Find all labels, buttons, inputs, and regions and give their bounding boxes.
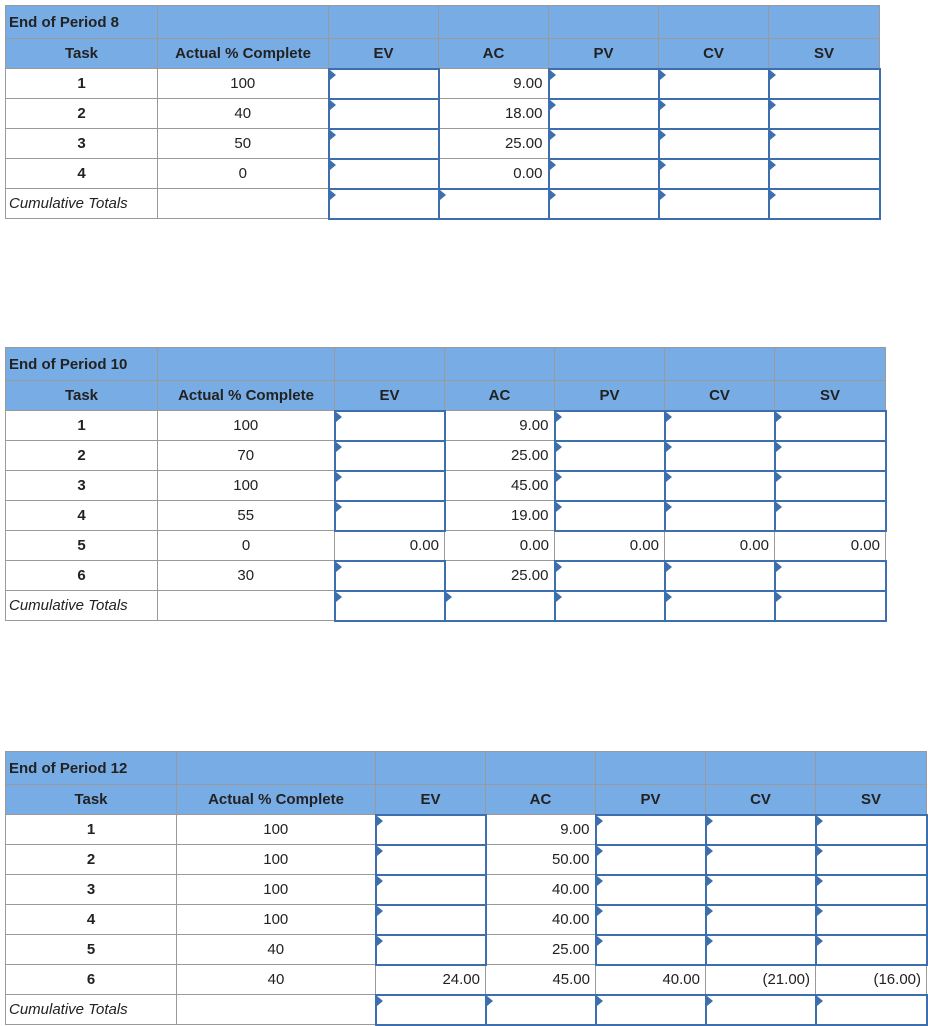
pv-input[interactable] <box>555 561 665 591</box>
input-marker-icon <box>446 592 452 602</box>
input-marker-icon <box>550 190 556 200</box>
input-marker-icon <box>377 816 383 826</box>
input-marker-icon <box>556 472 562 482</box>
totals-row <box>6 995 927 1025</box>
input-marker-icon <box>330 190 336 200</box>
sv-input[interactable] <box>816 905 927 935</box>
cumulative-totals-label: Cumulative Totals <box>6 995 177 1025</box>
ev-input[interactable] <box>376 875 486 905</box>
task-number: 4 <box>6 159 158 189</box>
input-marker-icon <box>817 816 823 826</box>
actual-pct-value: 100 <box>177 845 376 875</box>
actual-pct-value: 70 <box>158 441 335 471</box>
ev-input[interactable] <box>376 845 486 875</box>
cv-input[interactable] <box>665 501 775 531</box>
input-marker-icon <box>666 442 672 452</box>
input-marker-icon <box>770 100 776 110</box>
pv-input[interactable] <box>596 935 706 965</box>
input-marker-icon <box>597 936 603 946</box>
ev-input[interactable] <box>335 471 445 501</box>
actual-pct-value: 100 <box>158 69 329 99</box>
header-ac: AC <box>445 381 555 411</box>
pv-value: 0.00 <box>555 531 665 561</box>
header-pv: PV <box>555 381 665 411</box>
input-marker-icon <box>336 442 342 452</box>
input-marker-icon <box>707 936 713 946</box>
sv-input[interactable] <box>769 99 880 129</box>
sv-input[interactable] <box>816 875 927 905</box>
actual-pct-value: 100 <box>158 471 335 501</box>
table-title: End of Period 10 <box>6 348 158 381</box>
input-marker-icon <box>550 70 556 80</box>
input-marker-icon <box>597 906 603 916</box>
input-marker-icon <box>336 502 342 512</box>
task-number: 2 <box>6 99 158 129</box>
input-marker-icon <box>666 472 672 482</box>
input-marker-icon <box>707 906 713 916</box>
input-marker-icon <box>776 442 782 452</box>
actual-pct-value: 50 <box>158 129 329 159</box>
input-marker-icon <box>770 130 776 140</box>
period-8-table <box>5 5 881 220</box>
actual-pct-value: 40 <box>158 99 329 129</box>
pv-total-input[interactable] <box>596 995 706 1025</box>
input-marker-icon <box>776 562 782 572</box>
sv-input[interactable] <box>775 501 886 531</box>
ev-input[interactable] <box>376 905 486 935</box>
input-marker-icon <box>330 160 336 170</box>
sv-input[interactable] <box>775 441 886 471</box>
actual-pct-value: 30 <box>158 561 335 591</box>
input-marker-icon <box>597 816 603 826</box>
table-title: End of Period 8 <box>6 6 158 39</box>
actual-pct-value: 0 <box>158 159 329 189</box>
cv-input[interactable] <box>706 905 816 935</box>
table-row <box>6 965 927 995</box>
cv-input[interactable] <box>659 159 769 189</box>
ac-value: 9.00 <box>445 411 555 441</box>
ev-input[interactable] <box>376 935 486 965</box>
table-row <box>6 531 886 561</box>
header-row <box>6 381 886 411</box>
cumulative-totals-label: Cumulative Totals <box>6 189 158 219</box>
sv-input[interactable] <box>769 129 880 159</box>
input-marker-icon <box>776 592 782 602</box>
ev-input[interactable] <box>376 815 486 845</box>
title-row <box>6 6 880 39</box>
input-marker-icon <box>377 846 383 856</box>
input-marker-icon <box>817 936 823 946</box>
table-row <box>6 561 886 591</box>
totals-row <box>6 189 880 219</box>
input-marker-icon <box>330 100 336 110</box>
ac-value: 25.00 <box>439 129 549 159</box>
task-number: 5 <box>6 531 158 561</box>
header-ev: EV <box>376 785 486 815</box>
sv-input[interactable] <box>769 159 880 189</box>
pv-input[interactable] <box>549 159 659 189</box>
pv-input[interactable] <box>555 471 665 501</box>
input-marker-icon <box>707 816 713 826</box>
table-title: End of Period 12 <box>6 752 177 785</box>
input-marker-icon <box>330 70 336 80</box>
ac-value: 25.00 <box>445 561 555 591</box>
cv-input[interactable] <box>706 935 816 965</box>
pv-input[interactable] <box>549 69 659 99</box>
cv-total-input[interactable] <box>665 591 775 621</box>
pv-input[interactable] <box>596 905 706 935</box>
input-marker-icon <box>776 412 782 422</box>
cumulative-totals-label: Cumulative Totals <box>6 591 158 621</box>
header-cv: CV <box>659 39 769 69</box>
input-marker-icon <box>660 160 666 170</box>
cv-input[interactable] <box>706 875 816 905</box>
table-row <box>6 99 880 129</box>
task-number: 5 <box>6 935 177 965</box>
ev-input[interactable] <box>329 99 439 129</box>
table-row <box>6 875 927 905</box>
pv-total-input[interactable] <box>549 189 659 219</box>
cv-total-input[interactable] <box>706 995 816 1025</box>
actual-pct-value: 40 <box>177 965 376 995</box>
sv-total-input[interactable] <box>769 189 880 219</box>
input-marker-icon <box>377 906 383 916</box>
sv-total-input[interactable] <box>775 591 886 621</box>
ev-value: 0.00 <box>335 531 445 561</box>
pv-input[interactable] <box>555 411 665 441</box>
input-marker-icon <box>556 412 562 422</box>
input-marker-icon <box>817 906 823 916</box>
table-row <box>6 815 927 845</box>
header-task: Task <box>6 381 158 411</box>
pv-input[interactable] <box>596 815 706 845</box>
input-marker-icon <box>556 502 562 512</box>
input-marker-icon <box>556 442 562 452</box>
input-marker-icon <box>336 412 342 422</box>
ac-value: 50.00 <box>486 845 596 875</box>
sv-total-input[interactable] <box>816 995 927 1025</box>
table-row <box>6 159 880 189</box>
ev-total-input[interactable] <box>376 995 486 1025</box>
input-marker-icon <box>666 562 672 572</box>
header-actual-pct: Actual % Complete <box>177 785 376 815</box>
header-pv: PV <box>549 39 659 69</box>
sv-input[interactable] <box>775 471 886 501</box>
ev-input[interactable] <box>329 159 439 189</box>
task-number: 2 <box>6 441 158 471</box>
table-row <box>6 935 927 965</box>
ev-value: 24.00 <box>376 965 486 995</box>
header-row <box>6 39 880 69</box>
task-number: 4 <box>6 501 158 531</box>
actual-pct-value: 100 <box>177 905 376 935</box>
ev-input[interactable] <box>335 411 445 441</box>
input-marker-icon <box>770 160 776 170</box>
pv-input[interactable] <box>549 129 659 159</box>
header-actual-pct: Actual % Complete <box>158 39 329 69</box>
task-number: 6 <box>6 561 158 591</box>
sv-value: 0.00 <box>775 531 886 561</box>
sv-input[interactable] <box>775 411 886 441</box>
cv-input[interactable] <box>659 69 769 99</box>
ev-input[interactable] <box>335 561 445 591</box>
cv-input[interactable] <box>706 815 816 845</box>
input-marker-icon <box>660 100 666 110</box>
header-ac: AC <box>439 39 549 69</box>
table-row <box>6 411 886 441</box>
input-marker-icon <box>550 130 556 140</box>
actual-pct-value: 40 <box>177 935 376 965</box>
input-marker-icon <box>707 846 713 856</box>
input-marker-icon <box>550 160 556 170</box>
header-task: Task <box>6 39 158 69</box>
pv-input[interactable] <box>555 441 665 471</box>
task-number: 3 <box>6 129 158 159</box>
sv-input[interactable] <box>816 815 927 845</box>
title-row <box>6 348 886 381</box>
ev-input[interactable] <box>335 441 445 471</box>
task-number: 3 <box>6 471 158 501</box>
task-number: 2 <box>6 845 177 875</box>
ac-value: 25.00 <box>445 441 555 471</box>
input-marker-icon <box>377 996 383 1006</box>
ev-input[interactable] <box>329 69 439 99</box>
ev-input[interactable] <box>335 501 445 531</box>
ac-value: 45.00 <box>486 965 596 995</box>
period-10-table <box>5 347 887 622</box>
actual-pct-value: 100 <box>158 411 335 441</box>
input-marker-icon <box>660 70 666 80</box>
ac-total-input[interactable] <box>486 995 596 1025</box>
input-marker-icon <box>597 846 603 856</box>
header-row <box>6 785 927 815</box>
cv-input[interactable] <box>659 99 769 129</box>
ev-total-input[interactable] <box>335 591 445 621</box>
title-row <box>6 752 927 785</box>
cv-total-input[interactable] <box>659 189 769 219</box>
pv-total-input[interactable] <box>555 591 665 621</box>
header-task: Task <box>6 785 177 815</box>
task-number: 1 <box>6 815 177 845</box>
input-marker-icon <box>817 996 823 1006</box>
task-number: 4 <box>6 905 177 935</box>
cv-input[interactable] <box>665 411 775 441</box>
table-row <box>6 129 880 159</box>
input-marker-icon <box>707 996 713 1006</box>
input-marker-icon <box>660 130 666 140</box>
actual-pct-value: 0 <box>158 531 335 561</box>
ac-total-input[interactable] <box>445 591 555 621</box>
table-row <box>6 69 880 99</box>
input-marker-icon <box>330 130 336 140</box>
task-number: 6 <box>6 965 177 995</box>
pv-input[interactable] <box>596 875 706 905</box>
cv-input[interactable] <box>665 471 775 501</box>
ac-total-input[interactable] <box>439 189 549 219</box>
header-actual-pct: Actual % Complete <box>158 381 335 411</box>
input-marker-icon <box>666 592 672 602</box>
pv-value: 40.00 <box>596 965 706 995</box>
ac-value: 40.00 <box>486 905 596 935</box>
input-marker-icon <box>597 996 603 1006</box>
actual-pct-value: 100 <box>177 815 376 845</box>
ac-value: 25.00 <box>486 935 596 965</box>
cv-input[interactable] <box>665 441 775 471</box>
cv-value: (21.00) <box>706 965 816 995</box>
cv-input[interactable] <box>665 561 775 591</box>
input-marker-icon <box>377 936 383 946</box>
pv-input[interactable] <box>596 845 706 875</box>
table-row <box>6 905 927 935</box>
input-marker-icon <box>597 876 603 886</box>
ac-value: 0.00 <box>445 531 555 561</box>
cv-input[interactable] <box>659 129 769 159</box>
ac-value: 19.00 <box>445 501 555 531</box>
input-marker-icon <box>440 190 446 200</box>
ac-value: 45.00 <box>445 471 555 501</box>
actual-pct-value: 55 <box>158 501 335 531</box>
input-marker-icon <box>336 472 342 482</box>
ac-value: 9.00 <box>486 815 596 845</box>
totals-row <box>6 591 886 621</box>
task-number: 1 <box>6 69 158 99</box>
header-ev: EV <box>329 39 439 69</box>
header-cv: CV <box>706 785 816 815</box>
ac-value: 40.00 <box>486 875 596 905</box>
cv-input[interactable] <box>706 845 816 875</box>
ac-value: 0.00 <box>439 159 549 189</box>
table-row <box>6 501 886 531</box>
input-marker-icon <box>776 502 782 512</box>
input-marker-icon <box>377 876 383 886</box>
input-marker-icon <box>550 100 556 110</box>
input-marker-icon <box>770 190 776 200</box>
period-12-table <box>5 751 928 1026</box>
header-pv: PV <box>596 785 706 815</box>
input-marker-icon <box>487 996 493 1006</box>
ac-value: 18.00 <box>439 99 549 129</box>
header-sv: SV <box>816 785 927 815</box>
input-marker-icon <box>707 876 713 886</box>
header-ev: EV <box>335 381 445 411</box>
task-number: 3 <box>6 875 177 905</box>
task-number: 1 <box>6 411 158 441</box>
cv-value: 0.00 <box>665 531 775 561</box>
sv-input[interactable] <box>769 69 880 99</box>
input-marker-icon <box>666 412 672 422</box>
header-sv: SV <box>769 39 880 69</box>
actual-pct-value: 100 <box>177 875 376 905</box>
input-marker-icon <box>336 592 342 602</box>
sv-value: (16.00) <box>816 965 927 995</box>
pv-input[interactable] <box>549 99 659 129</box>
input-marker-icon <box>556 592 562 602</box>
input-marker-icon <box>770 70 776 80</box>
ev-total-input[interactable] <box>329 189 439 219</box>
input-marker-icon <box>336 562 342 572</box>
input-marker-icon <box>666 502 672 512</box>
header-cv: CV <box>665 381 775 411</box>
table-row <box>6 441 886 471</box>
input-marker-icon <box>776 472 782 482</box>
sv-input[interactable] <box>816 845 927 875</box>
sv-input[interactable] <box>775 561 886 591</box>
input-marker-icon <box>556 562 562 572</box>
ev-input[interactable] <box>329 129 439 159</box>
sv-input[interactable] <box>816 935 927 965</box>
input-marker-icon <box>660 190 666 200</box>
table-row <box>6 471 886 501</box>
ac-value: 9.00 <box>439 69 549 99</box>
input-marker-icon <box>817 846 823 856</box>
pv-input[interactable] <box>555 501 665 531</box>
table-row <box>6 845 927 875</box>
input-marker-icon <box>817 876 823 886</box>
header-sv: SV <box>775 381 886 411</box>
header-ac: AC <box>486 785 596 815</box>
